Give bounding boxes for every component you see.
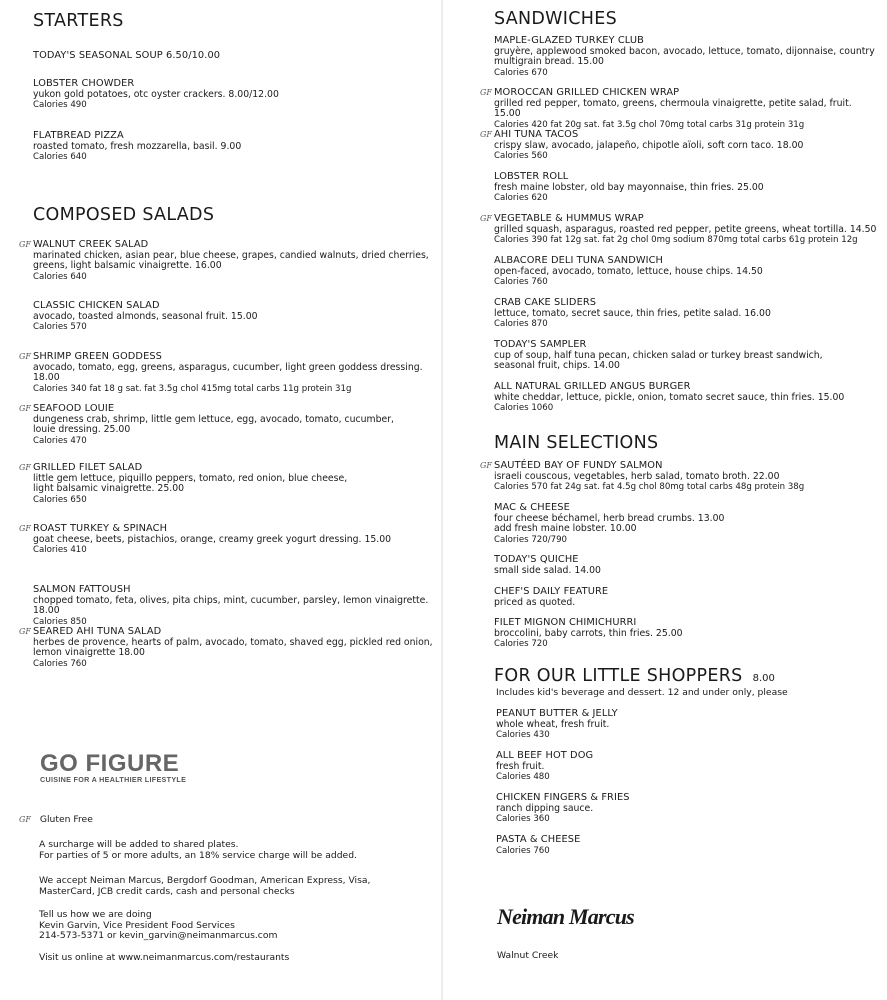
item-calories: Calories 340 fat 18 g sat. fat 3.5g chol 415mg total carbs 11g protein 31g [33, 383, 352, 394]
menu-item [496, 709, 880, 741]
item-name: ALBACORE DELI TUNA SANDWICH [494, 255, 664, 266]
item-description: fresh fruit. [496, 760, 545, 772]
item-description: gruyère, applewood smoked bacon, avocado, lettuce, tomato, dijonnaise, country [494, 45, 875, 57]
contact-note [39, 910, 277, 942]
item-description: little gem lettuce, piquillo peppers, tomato, red onion, blue cheese, [33, 472, 348, 484]
menu-item [496, 835, 880, 856]
item-description: white cheddar, lettuce, pickle, onion, tomato secret sauce, thin fries. 15.00 [494, 391, 845, 403]
item-calories: Calories 640 [33, 152, 87, 163]
menu-item [496, 751, 880, 783]
item-name: CRAB CAKE SLIDERS [494, 297, 597, 308]
item-calories: Calories 490 [33, 100, 87, 111]
item-description: louie dressing. 25.00 [33, 424, 131, 436]
gluten-free-icon: GF [480, 461, 492, 470]
item-description: yukon gold potatoes, otc oyster crackers. 8.00/12.00 [33, 88, 279, 100]
kids-price: 8.00 [752, 673, 775, 684]
salads-heading: COMPOSED SALADS [33, 205, 215, 225]
item-description: chopped tomato, feta, olives, pita chips, mint, cucumber, parsley, lemon vinaigrette. 18.00 [33, 594, 429, 617]
item-name: MOROCCAN GRILLED CHICKEN WRAP [494, 87, 680, 98]
item-name: AHI TUNA TACOS [494, 129, 579, 140]
store-name: Walnut Creek [497, 950, 559, 961]
item-description: whole wheat, fresh fruit. [496, 718, 610, 730]
gluten-free-legend [19, 815, 93, 826]
item-description: small side salad. 14.00 [494, 564, 601, 576]
note-line: Tell us how we are doing [39, 909, 152, 920]
gluten-free-icon: GF [19, 404, 31, 413]
go-figure-logo [40, 750, 186, 784]
menu-item [480, 129, 880, 162]
item-description: priced as quoted. [494, 596, 576, 608]
kids-heading-text: FOR OUR LITTLE SHOPPERS [494, 666, 743, 686]
item-description: broccolini, baby carrots, thin fries. 25.00 [494, 627, 683, 639]
item-calories: Calories 570 [33, 322, 87, 333]
item-name: LOBSTER CHOWDER [33, 78, 135, 89]
item-description: grilled red pepper, tomato, greens, chermoula vinaigrette, petite salad, fruit. 15.00 [494, 97, 852, 120]
menu-item [33, 585, 437, 627]
menu-item [494, 256, 880, 288]
item-description: grilled squash, asparagus, roasted red pepper, petite greens, wheat tortilla. 14.50 [494, 223, 877, 235]
item-description: ranch dipping sauce. [496, 802, 594, 814]
menu-item [494, 172, 880, 204]
menu-item [494, 503, 880, 545]
menu-item [494, 36, 880, 78]
note-line: Kevin Garvin, Vice President Food Services [39, 919, 235, 931]
item-description: open-faced, avocado, tomato, lettuce, house chips. 14.50 [494, 265, 763, 277]
gluten-free-icon: GF [480, 130, 492, 139]
note-line: For parties of 5 or more adults, an 18% service charge will be added. [39, 849, 357, 861]
item-name: SAUTÉED BAY OF FUNDY SALMON [494, 460, 663, 471]
item-calories: Calories 640 [33, 271, 87, 282]
item-description: roasted tomato, fresh mozzarella, basil. 9.00 [33, 140, 242, 152]
gluten-free-icon: GF [19, 627, 31, 636]
item-name: MAC & CHEESE [494, 502, 570, 513]
item-calories: Calories 760 [496, 845, 550, 856]
menu-item [33, 79, 437, 111]
item-name: CHEF'S DAILY FEATURE [494, 586, 609, 597]
item-calories: Calories 360 [496, 814, 550, 825]
item-calories: Calories 620 [494, 193, 548, 204]
item-description: seasonal fruit, chips. 14.00 [494, 360, 620, 372]
go-figure-tagline: CUISINE FOR A HEALTHIER LIFESTYLE [40, 775, 187, 784]
item-calories: Calories 410 [33, 545, 87, 556]
gluten-free-icon: GF [19, 463, 31, 472]
item-description: greens, light balsamic vinaigrette. 16.00 [33, 260, 222, 272]
item-description: fresh maine lobster, old bay mayonnaise, thin fries. 25.00 [494, 181, 764, 193]
item-name: ALL BEEF HOT DOG [496, 750, 594, 761]
menu-item [33, 301, 437, 333]
menu-item [33, 51, 437, 62]
item-calories: Calories 480 [496, 772, 550, 783]
menu-item [494, 587, 880, 608]
menu-item [480, 87, 880, 130]
sandwiches-heading: SANDWICHES [494, 9, 617, 29]
item-name: PEANUT BUTTER & JELLY [496, 708, 618, 719]
item-calories: Calories 420 fat 20g sat. fat 3.5g chol 70mg total carbs 31g protein 31g [494, 119, 805, 130]
item-description: light balsamic vinaigrette. 25.00 [33, 483, 185, 495]
item-description: add fresh maine lobster. 10.00 [494, 523, 637, 535]
menu-item [33, 131, 437, 163]
note-line: Visit us online at www.neimanmarcus.com/restaurants [39, 952, 290, 963]
item-description: avocado, tomato, egg, greens, asparagus, cucumber, light green goddess dressing. 18.00 [33, 361, 423, 384]
item-description: lemon vinaigrette 18.00 [33, 647, 145, 659]
item-name: LOBSTER ROLL [494, 171, 569, 182]
menu-item [494, 298, 880, 330]
mains-heading: MAIN SELECTIONS [494, 433, 659, 453]
item-calories: Calories 850 [33, 616, 87, 627]
menu-item [494, 618, 880, 650]
item-name: VEGETABLE & HUMMUS WRAP [494, 213, 644, 224]
payment-note [39, 876, 370, 897]
menu-item [19, 626, 437, 669]
item-name: SEARED AHI TUNA SALAD [33, 626, 162, 637]
item-name: SALMON FATTOUSH [33, 584, 131, 595]
item-description: avocado, toasted almonds, seasonal fruit. 15.00 [33, 310, 258, 322]
gluten-free-icon: GF [19, 240, 31, 249]
starters-heading: STARTERS [33, 11, 124, 31]
neiman-marcus-logo: Neiman Marcus [497, 904, 634, 929]
note-line: MasterCard, JCB credit cards, cash and personal checks [39, 885, 295, 897]
website-link[interactable] [39, 953, 289, 964]
item-description: israeli couscous, vegetables, herb salad, tomato broth. 22.00 [494, 470, 780, 482]
item-name: FILET MIGNON CHIMICHURRI [494, 617, 637, 628]
item-name: PASTA & CHEESE [496, 834, 581, 845]
menu-item [494, 340, 880, 372]
item-name: ROAST TURKEY & SPINACH [33, 523, 168, 534]
gluten-free-icon: GF [480, 88, 492, 97]
menu-item [19, 239, 437, 282]
item-name: ALL NATURAL GRILLED ANGUS BURGER [494, 381, 691, 392]
item-description: multigrain bread. 15.00 [494, 56, 604, 68]
note-line: We accept Neiman Marcus, Bergdorf Goodman, American Express, Visa, [39, 875, 371, 886]
item-description: goat cheese, beets, pistachios, orange, creamy greek yogurt dressing. 15.00 [33, 533, 392, 545]
menu-item [496, 793, 880, 825]
item-name: SEAFOOD LOUIE [33, 403, 115, 414]
item-name: TODAY'S SEASONAL SOUP 6.50/10.00 [33, 50, 221, 61]
item-calories: Calories 650 [33, 494, 87, 505]
gluten-free-icon: GF [19, 352, 31, 361]
gf-mark: GF [19, 815, 31, 824]
item-calories: Calories 1060 [494, 403, 554, 414]
item-name: CHICKEN FINGERS & FRIES [496, 792, 630, 803]
item-calories: Calories 570 fat 24g sat. fat 4.5g chol 80mg total carbs 48g protein 38g [494, 482, 805, 493]
kids-subtitle: Includes kid's beverage and dessert. 12 and under only, please [496, 687, 788, 698]
item-calories: Calories 430 [496, 730, 550, 741]
item-name: FLATBREAD PIZZA [33, 130, 124, 141]
go-figure-title: GO FIGURE [40, 750, 180, 777]
item-description: dungeness crab, shrimp, little gem lettuce, egg, avocado, tomato, cucumber, [33, 413, 395, 425]
item-calories: Calories 760 [494, 277, 548, 288]
item-name: CLASSIC CHICKEN SALAD [33, 300, 160, 311]
item-calories: Calories 560 [494, 151, 548, 162]
kids-heading [494, 666, 775, 686]
surcharge-note [39, 840, 357, 861]
item-calories: Calories 720/790 [494, 534, 568, 545]
item-calories: Calories 390 fat 12g sat. fat 2g chol 0mg sodium 870mg total carbs 61g protein 12g [494, 235, 858, 246]
item-name: WALNUT CREEK SALAD [33, 239, 149, 250]
item-description: crispy slaw, avocado, jalapeño, chipotle aïoli, soft corn taco. 18.00 [494, 139, 804, 151]
item-description: herbes de provence, hearts of palm, avocado, tomato, shaved egg, pickled red onion, [33, 636, 433, 648]
item-name: MAPLE-GLAZED TURKEY CLUB [494, 35, 644, 46]
menu-item [494, 382, 880, 414]
item-name: TODAY'S SAMPLER [494, 339, 587, 350]
menu-item [494, 555, 880, 576]
page-fold [441, 0, 443, 1000]
item-name: GRILLED FILET SALAD [33, 462, 143, 473]
gluten-free-icon: GF [19, 524, 31, 533]
note-line: A surcharge will be added to shared plates. [39, 839, 239, 850]
item-description: marinated chicken, asian pear, blue cheese, grapes, candied walnuts, dried cherries, [33, 249, 429, 261]
menu-item [19, 351, 437, 394]
item-calories: Calories 670 [494, 67, 548, 78]
gluten-free-icon: GF [480, 214, 492, 223]
item-calories: Calories 760 [33, 658, 87, 669]
item-name: TODAY'S QUICHE [494, 554, 579, 565]
item-description: lettuce, tomato, secret sauce, thin fries, petite salad. 16.00 [494, 307, 771, 319]
menu-item [480, 213, 880, 246]
item-calories: Calories 470 [33, 435, 87, 446]
gf-label: Gluten Free [39, 814, 93, 825]
item-calories: Calories 870 [494, 319, 548, 330]
menu-item [19, 523, 437, 556]
item-name: SHRIMP GREEN GODDESS [33, 351, 162, 362]
item-description: cup of soup, half tuna pecan, chicken salad or turkey breast sandwich, [494, 349, 823, 361]
menu-item [19, 403, 437, 446]
menu-item [480, 460, 880, 493]
menu-item [19, 462, 437, 505]
item-calories: Calories 720 [494, 639, 548, 650]
note-line: 214-573-5371 or kevin_garvin@neimanmarcus.com [39, 930, 278, 942]
item-description: four cheese béchamel, herb bread crumbs. 13.00 [494, 512, 725, 524]
